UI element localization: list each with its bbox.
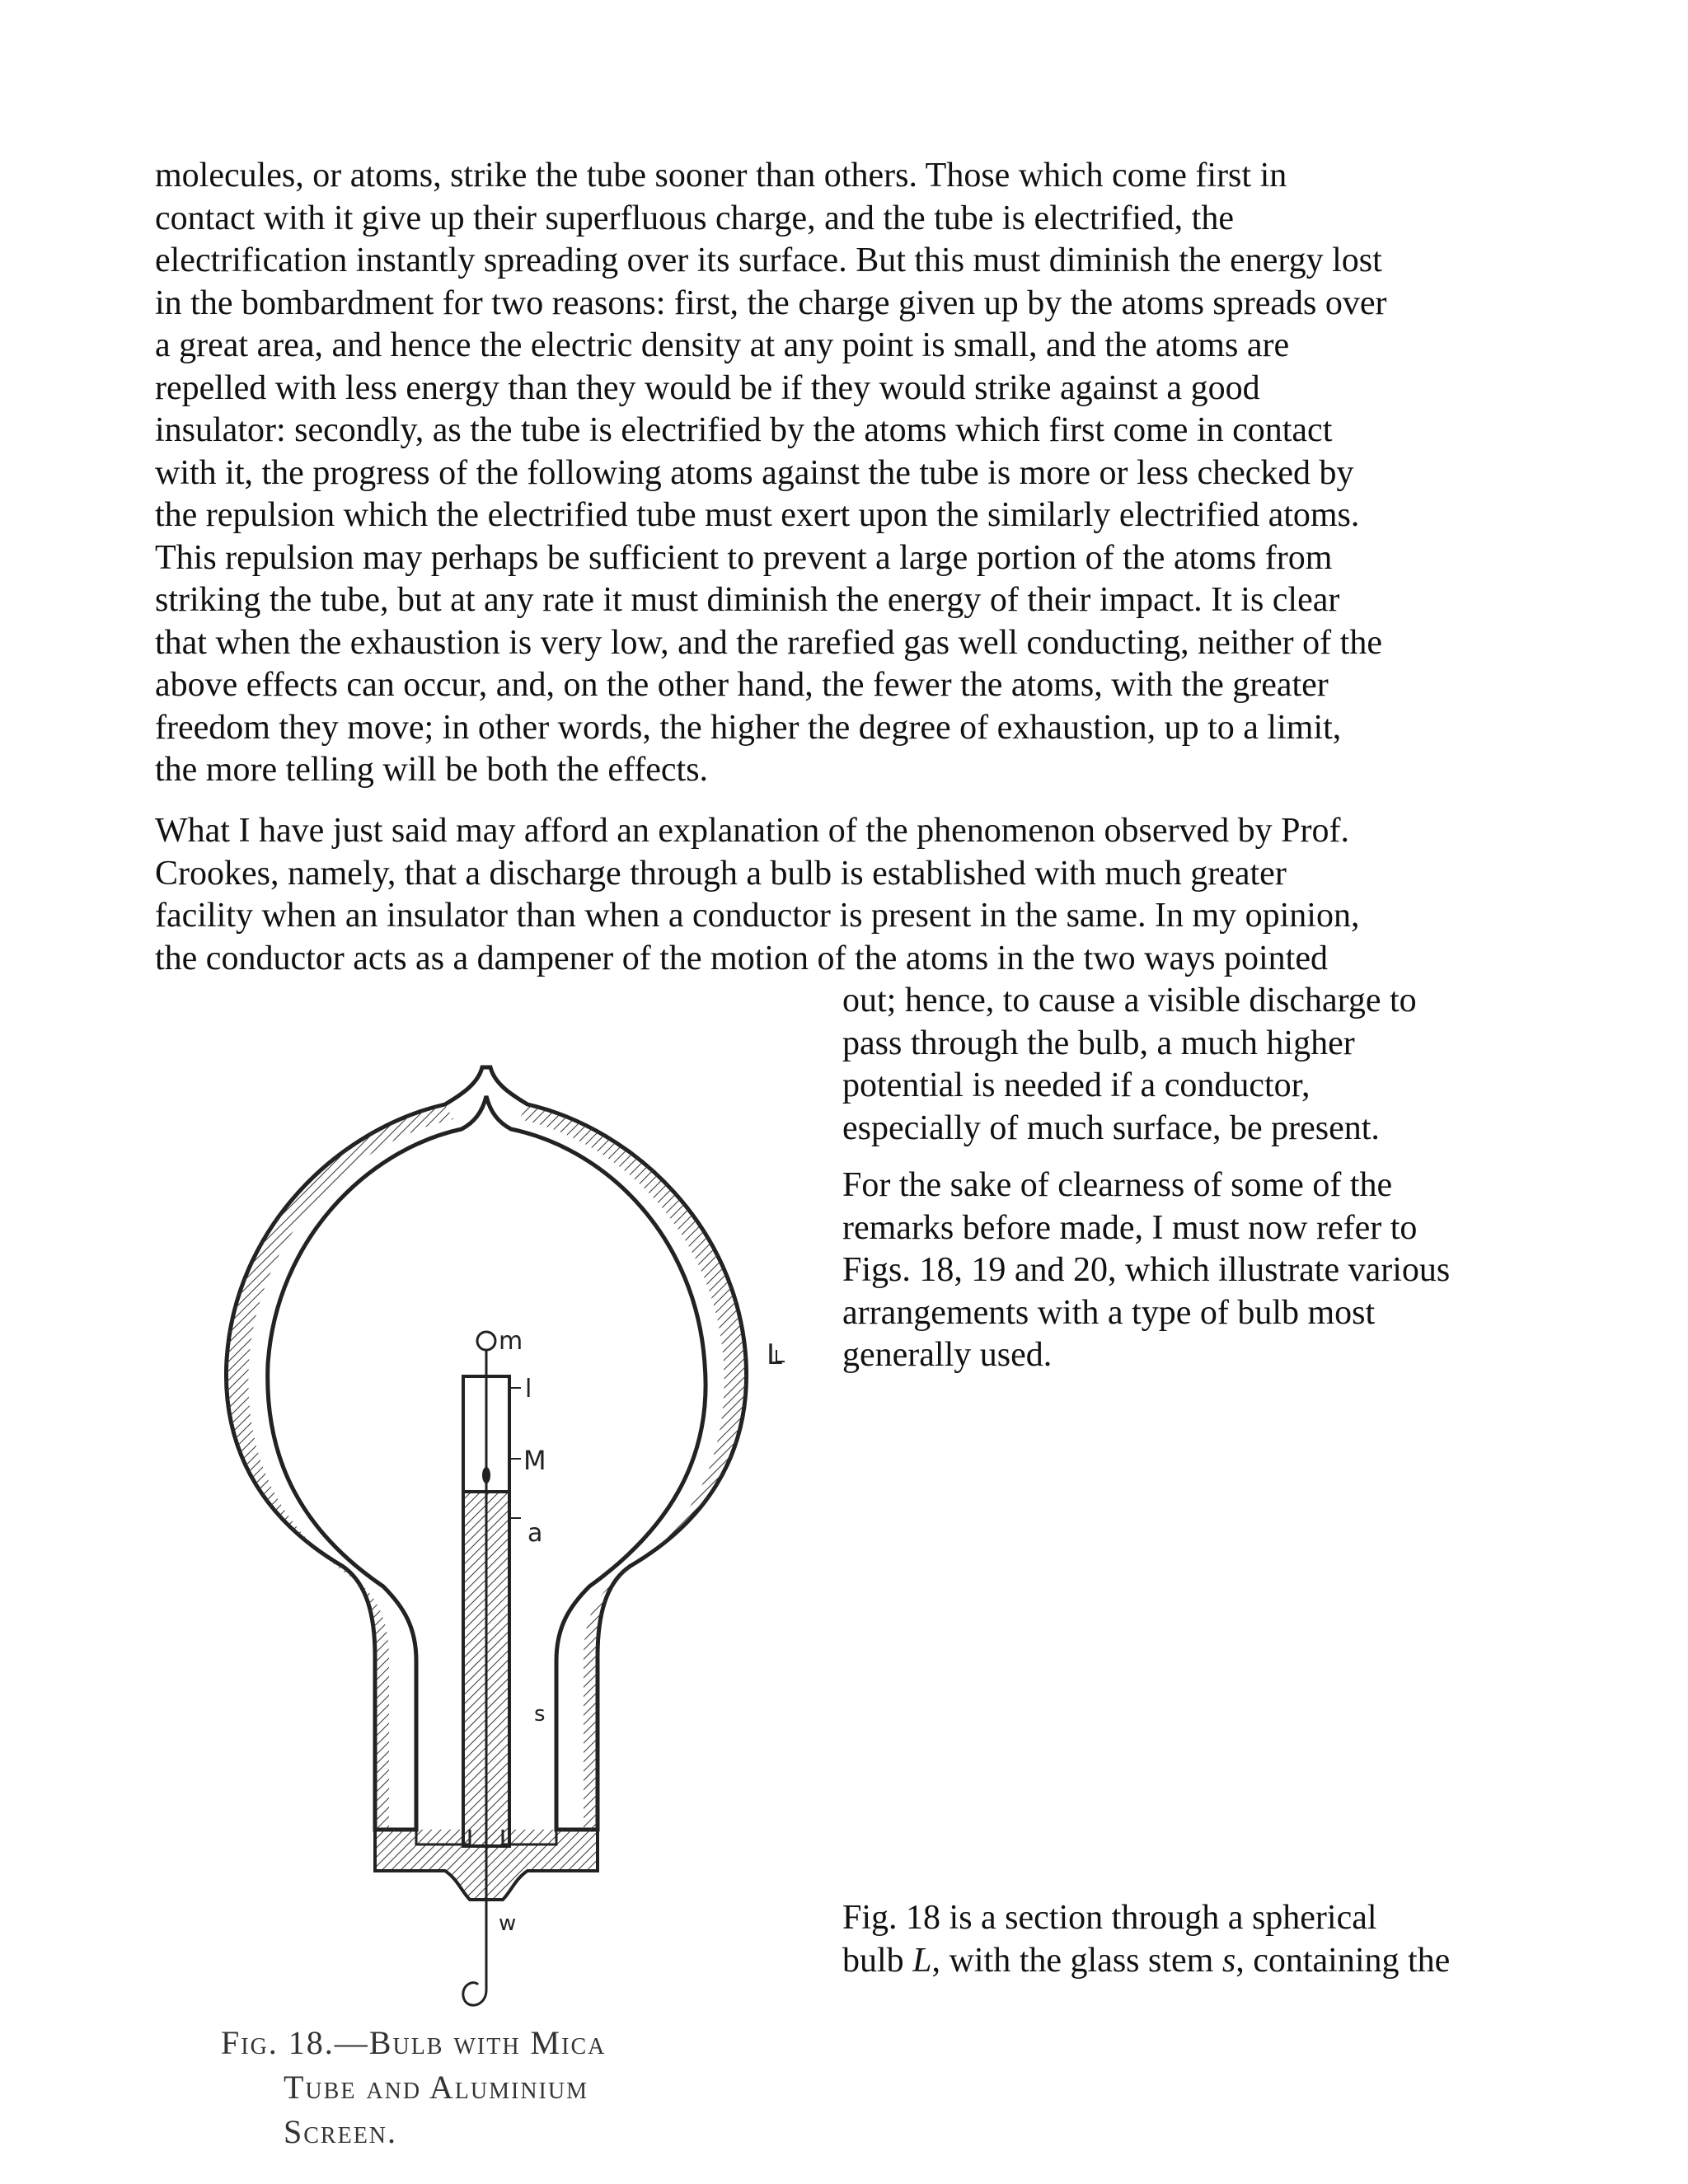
p4-italic-L: L [912, 1941, 932, 1980]
label-m: m [499, 1327, 523, 1356]
p4-italic-s: s [1221, 1941, 1236, 1980]
body-paragraph-1: molecules, or atoms, strike the tube sooner than others. Those which come first in contact with it give up their superfluous charge, and the tube is electrified, the electrification instantly spreading over its surface. But this must diminish the energy lost in the bombardment for two reasons: first, the charge given up by the atoms spreads over a great area, and hence the electric density at any point is small, and the atoms are repelled with less energy than they would be if they would strike against a good insulator: secondly, as the tube is electrified by the atoms which first come in contact with it, the progress of the following atoms against the tube is more or less checked by the repulsion which the electrified tube must exert upon the similarly electrified atoms. This repulsion may perhaps be sufficient to prevent a large portion of the atoms from striking the tube, but at any rate it must diminish the energy of their impact. It is clear that when the exhaustion is very low, and the rarefied gas well conducting, neither of the above effects can occur, and, on the other hand, the fewer the atoms, with the greater freedom they move; in other words, the higher the degree of exhaustion, up to a limit, the more telling will be both the effects. [155, 157, 1387, 789]
p4-line-2e: , containing the [1236, 1941, 1451, 1980]
body-paragraph-2: What I have just said may afford an explanation of the phenomenon observed by Prof. Crookes, namely, that a discharge through a bulb is established with much greater facility when an insulator than when a conductor is present in the same. In my opinion, the conductor acts as a dampener of the motion of the atoms in the two ways pointed [155, 812, 1360, 977]
body-paragraph-3: For the sake of clearness of some of the remarks before made, I must now refer to Figs. 18, 19 and 20, which illustrate various arrangements with a type of bulb most generally used. [842, 1166, 1451, 1374]
p4-line-2a: bulb [842, 1941, 913, 1980]
wire-bead [482, 1467, 490, 1483]
label-s: s [534, 1702, 546, 1727]
body-paragraph-4 [842, 1897, 1584, 1982]
p4-line-2c: , with the glass stem [931, 1941, 1222, 1980]
wire-hook [463, 1983, 486, 2005]
p4-line-1: Fig. 18 is a section through a spherical [842, 1899, 1377, 1937]
label-a: a [528, 1519, 543, 1548]
bulb-figure [198, 1047, 824, 2019]
caption-line-2: Tube and Aluminium [284, 2069, 588, 2106]
label-w: w [499, 1911, 517, 1936]
label-l: l [525, 1375, 532, 1404]
bulb-glass-wall [226, 1104, 453, 1830]
body-paragraph-2-continued: out; hence, to cause a visible discharge to pass through the bulb, a much higher potential is needed if a conductor, especially of much surface, be present. [842, 982, 1417, 1147]
terminal-m [477, 1332, 495, 1350]
figure-caption [221, 2021, 798, 2154]
caption-line-1: Fig. 18.—Bulb with Mica [221, 2024, 607, 2061]
bulb-glass-wall-right [519, 1104, 747, 1830]
caption-line-3: Screen. [284, 2113, 398, 2150]
label-M: M [523, 1445, 546, 1476]
label-L: L [767, 1338, 782, 1371]
